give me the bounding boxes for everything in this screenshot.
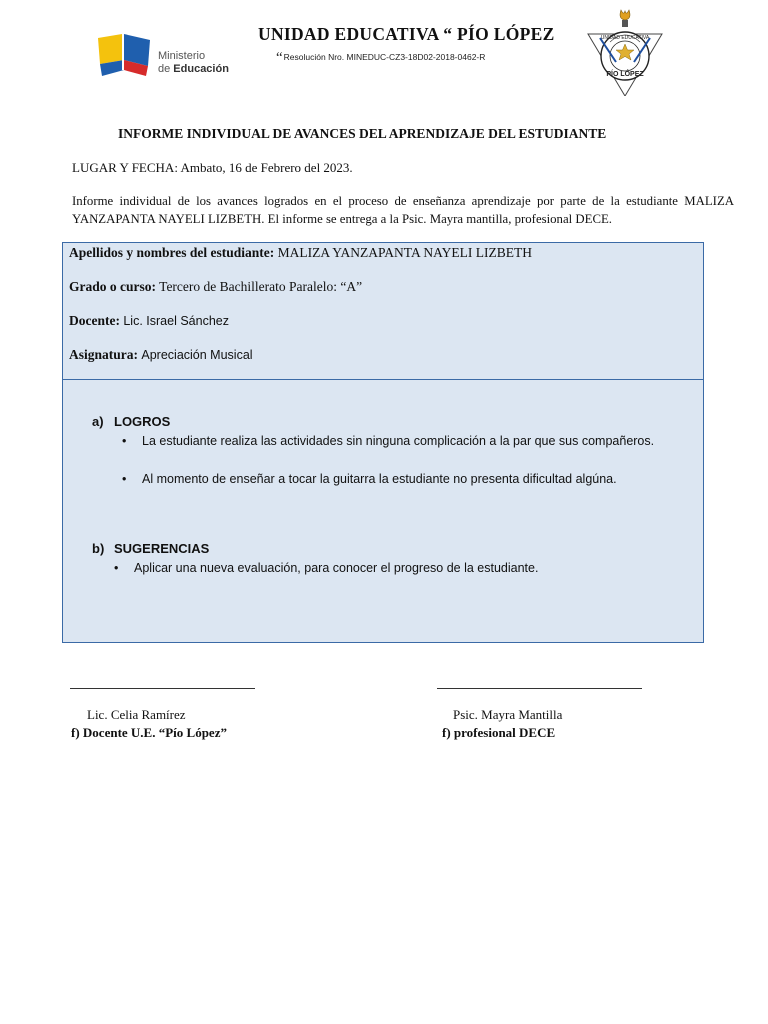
teacher-label: Docente: [69,313,120,328]
subject-value: Apreciación Musical [141,348,253,362]
teacher-field [69,313,229,329]
grade-value: Tercero de Bachillerato Paralelo: “A” [159,279,363,294]
dece-signature-line [437,688,642,689]
ministry-of-education-logo [96,30,241,82]
intro-paragraph: Informe individual de los avances logrados en el proceso de enseñanza aprendizaje por parte de la estudiante MALIZA YANZAPANTA NAYELI LIZBETH. El informe se entrega a la Psic. Mayra mantilla, profesional DECE. [72,194,734,226]
subject-field [69,347,253,363]
bullet-icon: • [114,561,119,575]
school-emblem-icon [586,8,664,96]
student-name-label: Apellidos y nombres del estudiante: [69,245,275,260]
grade-field [69,279,362,295]
ministry-logo-text: Ministerio de Educación [158,50,229,75]
teacher-value: Lic. Israel Sánchez [123,314,229,328]
sugerencias-item: • Aplicar una nueva evaluación, para conocer el progreso de la estudiante. [134,559,694,578]
logros-item: • La estudiante realiza las actividades sin ninguna complicación a la par que sus compañeros. [142,432,685,451]
ecuador-flag-book-icon [96,30,152,80]
dece-signature-role: f) profesional DECE [442,725,556,740]
student-name-value: MALIZA YANZAPANTA NAYELI LIZBETH [277,245,532,260]
sugerencias-heading: b) SUGERENCIAS [92,541,210,556]
svg-text:UNIDAD EDUCATIVA: UNIDAD EDUCATIVA [600,35,650,41]
resolution-number: “Resolución Nro. MINEDUC-CZ3-18D02-2018-0462-R [276,50,486,66]
logros-item: • Al momento de enseñar a tocar la guitarra la estudiante no presenta dificultad algúna. [142,470,702,489]
bullet-icon: • [122,434,127,448]
document-title: INFORME INDIVIDUAL DE AVANCES DEL APRENDIZAJE DEL ESTUDIANTE [118,126,607,141]
bullet-icon: • [122,472,127,486]
grade-label: Grado o curso: [69,279,156,294]
subject-label: Asignatura: [69,347,139,362]
logros-heading: a) LOGROS [92,414,171,429]
student-name-field [69,245,532,261]
place-and-date: LUGAR Y FECHA: Ambato, 16 de Febrero del 2023. [72,160,353,175]
school-title: UNIDAD EDUCATIVA “ PÍO LÓPEZ [258,24,555,44]
box-divider [62,379,704,380]
teacher-signature-line [70,688,255,689]
teacher-signature-name: Lic. Celia Ramírez [87,707,186,722]
svg-text:PÍO LÓPEZ: PÍO LÓPEZ [606,71,644,78]
dece-signature-name: Psic. Mayra Mantilla [453,707,563,722]
teacher-signature-role: f) Docente U.E. “Pío López” [71,725,227,740]
